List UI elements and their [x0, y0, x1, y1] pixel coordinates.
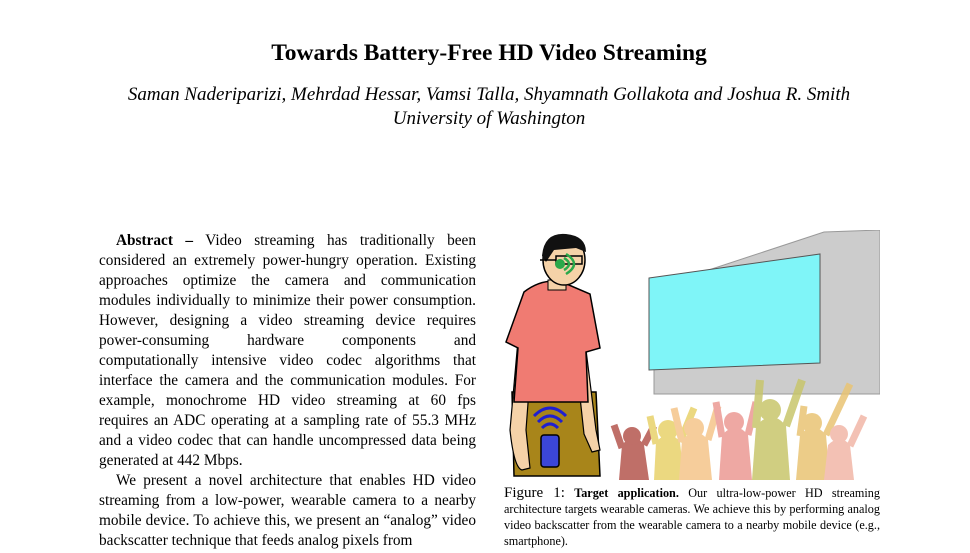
abstract-text-2: We present a novel architecture that enables HD video streaming from a low-power, wearable camera to a nearby mobile device. To achieve this, we present an “analog” video backscatter technique that feeds analog pixels from [99, 472, 476, 549]
figure-label: Figure 1: [504, 485, 565, 501]
author-list: Saman Naderiparizi, Mehrdad Hessar, Vamsi Talla, Shyamnath Gollakota and Joshua R. Smith [127, 84, 851, 105]
audience-head [684, 418, 704, 438]
figure-caption [504, 485, 880, 549]
caption-title: Target application. [574, 486, 679, 500]
audience-head [830, 425, 848, 443]
caption-text: Our ultra-low-power HD streaming architecture targets wearable cameras. We achieve this by performing analog video backscatter from the wearable camera to a nearby mobile device (e.g., smartphone). [504, 486, 880, 548]
audience-head [623, 427, 641, 445]
affiliation: University of Washington [392, 108, 586, 129]
target-application-illustration [504, 230, 880, 482]
audience-head [759, 399, 781, 421]
abstract-column [99, 231, 476, 551]
author-block [0, 83, 970, 131]
wearer-figure [506, 234, 600, 476]
camera-icon [555, 259, 565, 269]
paper-title: Towards Battery-Free HD Video Streaming [271, 40, 707, 66]
abstract-label: Abstract – [116, 232, 194, 249]
wearer-shirt [506, 281, 600, 402]
abstract-paragraph-2 [99, 471, 476, 551]
projection-screen [649, 254, 820, 370]
abstract-text-1: Video streaming has traditionally been considered an extremely power-hungry operation. Existing approaches optimize the camera and communication modules individually to minimize their power consumption. However, designing a video streaming device requires power-consuming hardware components and computationally intensive video codec algorithms that interface the camera and the communication modules. For example, monochrome HD video streaming at 60 fps requires an ADC operating at a sampling rate of 55.3 MHz and a video codec that can handle uncompressed data being generated at 442 Mbps. [99, 232, 476, 469]
abstract-paragraph-1 [99, 231, 476, 471]
smartphone-icon [541, 435, 559, 467]
audience-head [724, 412, 744, 432]
figure-1 [504, 230, 880, 482]
audience-arm [850, 416, 864, 446]
audience-crowd [614, 380, 864, 480]
